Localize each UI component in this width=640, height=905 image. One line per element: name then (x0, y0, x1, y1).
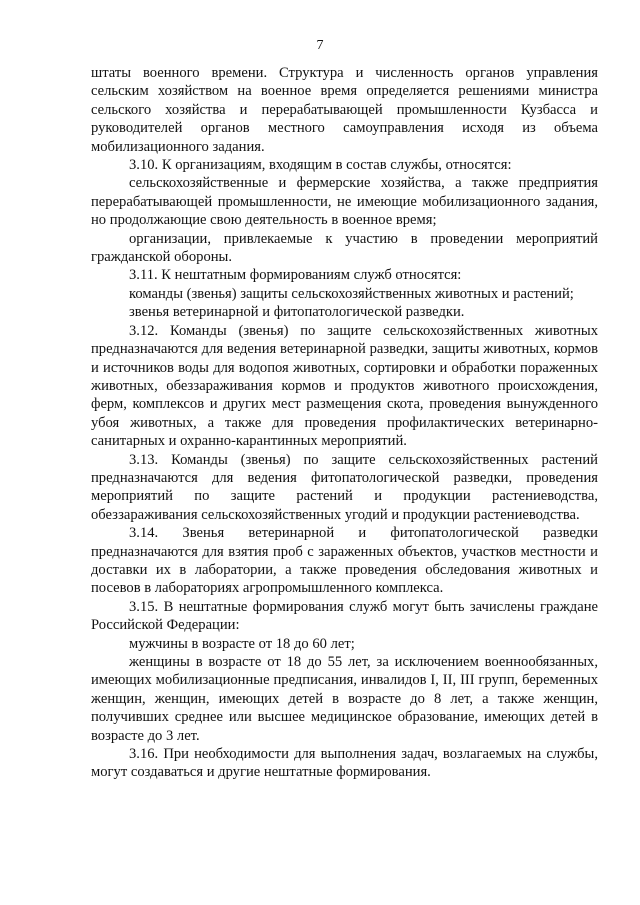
paragraph-list-item: женщины в возрасте от 18 до 55 лет, за исключением военнообязанных, имеющих мобилизационные предписания, инвалидов I, II, III групп, беременных женщин, женщин, имеющих детей в возрасте до 8 лет, а также женщин, получивших среднее или высшее медицинское образование, имеющих детей в возрасте до 3 лет. (91, 654, 598, 744)
paragraph-3-16: 3.16. При необходимости для выполнения задач, возлагаемых на службы, могут создаваться и другие нештатные формирования. (91, 746, 598, 781)
paragraph-list-item: звенья ветеринарной и фитопатологической разведки. (129, 304, 465, 321)
paragraph-list-item: команды (звенья) защиты сельскохозяйственных животных и растений; (129, 285, 574, 302)
page-number: 7 (316, 38, 324, 53)
paragraph-list-item: организации, привлекаемые к участию в проведении мероприятий гражданской обороны. (91, 230, 598, 266)
paragraph-3-15: 3.15. В нештатные формирования служб могут быть зачислены граждане Российской Федерации: (91, 598, 598, 634)
paragraph-3-11: 3.11. К нештатным формированиям служб относятся: (129, 267, 462, 284)
document-body (91, 64, 598, 782)
paragraph-3-13: 3.13. Команды (звенья) по защите сельскохозяйственных растений предназначаются для ведения фитопатологической разведки, проведения мероприятий по защите растений и продукции растениеводства, обеззараживания сельскохозяйственных угодий и продукции растениеводства. (91, 451, 598, 523)
paragraph-3-14: 3.14. Звенья ветеринарной и фитопатологической разведки предназначаются для взятия проб с зараженных объектов, участков местности и доставки их в лаборатории, а также проведения обследования животных и посевов в лабораториях агропромышленного комплекса. (91, 525, 598, 597)
paragraph-list-item: мужчины в возрасте от 18 до 60 лет; (129, 635, 355, 652)
paragraph-list-item: сельскохозяйственные и фермерские хозяйства, а также предприятия перерабатывающей промышленности, не имеющие мобилизационного задания, но продолжающие свою деятельность в военное время; (91, 175, 598, 229)
paragraph-3-12: 3.12. Команды (звенья) по защите сельскохозяйственных животных предназначаются для ведения ветеринарной разведки, защиты животных, кормов и источников воды для водопоя животных, сортировки и обработки пораженных животных, обеззараживания кормов и продуктов животного происхождения, ферм, комплексов и других мест размещения скота, проведения вынужденного убоя животных, а также для проведения профилактических ветеринарно-санитарных и охранно-карантинных мероприятий. (91, 322, 598, 450)
paragraph-3-10: 3.10. К организациям, входящим в состав службы, относятся: (129, 157, 512, 174)
paragraph-continuation: штаты военного времени. Структура и численность органов управления сельским хозяйством на военное время определяется решениями министра сельского хозяйства и перерабатывающей промышленности Кузбасса и руководителей органов местного самоуправления исходя из объема мобилизационного задания. (91, 65, 598, 155)
